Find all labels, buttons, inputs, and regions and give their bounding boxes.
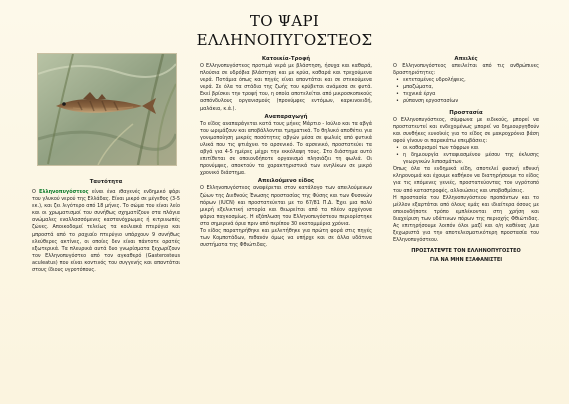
slogan-line-1: ΠΡΟΣΤΑΤΕΨΤΕ ΤΟΝ ΕΛΛΗΝΟΠΥΓΟΣΤΕΟ (411, 248, 521, 255)
protection-paragraph: Ο Ελληνοπυγόστεος, σύμφωνα με ειδικούς, μπορεί να προστατευτεί και ενδεχομένως μπορεί να δημιουργηθούν και συνθήκες ευνοϊκές για το είδος σε μακροχρόνια βάση αφού γίνουν οι παρακάτω επεμβάσεις: (393, 116, 539, 144)
slogan-line-2: ΓΙΑ ΝΑ ΜΗΝ ΕΞΑΦΑΝΙΣΤΕΙ (429, 257, 503, 264)
habitat-paragraph: Ο Ελληνοπυγόστεος προτιμά νερά με βλάστηση, ήσυχα και καθαρά, πλούσια σε υδρόβια βλάστηση και με κρύα, καθαρά και τρεχούμενα νερά. Ποτάμια όπως και πηγές είναι απαντάται και σε στεκούμενα νερά. Σε όλα τα στάδια της ζωής του κρύβεται ανάμεσα σε φυτά. Εκεί βρίσκει την τροφή του, η οποία αποτελείται από μικροσκοπικούς ασπόνδυλους οργανισμούς (προνύμφες εντόμων, καρκινοειδή, μαλάκια, κ.ά.). (200, 63, 372, 112)
fish-photo (37, 53, 177, 166)
species-highlight: Ελληνοπυγόστεος (39, 189, 89, 195)
heritage-paragraph: Όπως όλα τα ενδημικά είδη, αποτελεί φυσική εθνική κληρονομιά και έχουμε καθήκον να διατηρήσουμε το είδος για τις επόμενες γενιές, προστατεύοντας τον υγρότοπό του από καταστροφές, αλλοιώσεις και υποβαθμίσεις. (393, 166, 539, 194)
list-item: • οι καθαρισμοί των τάφρων και (403, 145, 539, 152)
list-item: • η δημιουργία ενταφιασμένου μέσου της έκλυσης γεωργικών λιπασμάτων. (403, 152, 539, 166)
heading-endangered: Απειλούμενο είδος (257, 178, 315, 185)
discovery-paragraph: Το είδος παρατηρήθηκε και μελετήθηκε για πρώτη φορά στις πηγές των Κομποτάδων, πιθανόν όμως να υπήρχε και σε άλλα υδάτινα συστήματα της Φθιώτιδας. (200, 227, 372, 249)
heading-threats: Απειλές (454, 56, 478, 62)
list-item: • εκτεταμένες υδρολήψεις, (403, 77, 539, 84)
reproduction-paragraph: Το είδος αναπαράγεται κατά τους μήνες Μάρτιο - Ιούλιο και τα αβγά του ωριμάζουν και αποβάλλονται τμηματικά. Το θηλυκό αποθέτει για γονιμοποίηση μικρές ποσότητες αβγών μέσα σε φωλιές από φυτικά υλικά που τις φτιάχνει το αρσενικό. Το αρσενικό, προστατεύει τα αβγά για 4-5 ημέρες μέχρι την εκκόλαψη τους. Στο διάστημα αυτό επιτίθεται σε οποιονδήποτε οργανισμό πλησιάζει τη φωλιά. Οι προνύμφες, αποκτούν τα χαρακτηριστικά των ενηλίκων σε μικρό χρονικό διάστημα. (200, 120, 372, 177)
identity-prefix: Ο (32, 189, 40, 195)
column-identity (32, 178, 180, 274)
heading-habitat-food: Κατοικία-Τροφή (261, 56, 311, 62)
fish-photo-illustration (38, 54, 176, 165)
identity-text: είναι ένα ιθαγενές ενδημικό ψάρι του γλυκού νερού της Ελλάδας. Είναι μικρό σε μέγεθος (3-5 εκ.), και ζει λιγότερο από 18 μήνες. Το σώμα του είναι λείο και οι χρωματισμοί του συνήθως σχηματίζουν στα πλάγια ανώμαλες εναλλασσόμενες καστανόχρωμες ή κιτρινωπές ζώνες. Αποικοδομεί τελείως τα κοιλιακά πτερύγια και μπροστά από το ραχιαίο πτερύγιο υπάρχουν 9 συνήθως ελεύθερες ακτίνες, οι οποίες δεν είναι πάντοτε ορατές εξωτερικά. Τα πλευρικά αυτά δυο γνωρίσματα ξεχωρίζουν τον Ελληνοπυγόστεο από τον αγκαθερό (Gasterosteus aculeatus) που είναι κοντινός του συγγενής και απαντάται στους ίδιους υγροτόπους. (32, 189, 180, 274)
list-item: • μπαζώματα, (403, 84, 539, 91)
title-line-1: ΤΟ ΨΑΡΙ (249, 12, 320, 30)
heading-reproduction: Αναπαραγωγή (264, 113, 308, 120)
heading-identity: Ταυτότητα (89, 179, 123, 185)
column-habitat (200, 55, 372, 249)
heading-protection: Προστασία (449, 109, 483, 116)
endangered-paragraph: Ο Ελληνοπυγόστεος αναφέρεται στον κατάλογο των απειλούμενων ζώων της Διεθνούς Ένωσης προστασίας της Φύσης και των Φυσικών πόρων (IUCN) και προστατεύεται με το 67/81 Π.Δ. Έχει μια πολύ μικρή εξελικτική ιστορία και θεωρείται από τα πλέον αρχέγονα ψάρια παγκοσμίως. Η εξάπλωση του Ελληνοπυγόστεου περιορίστηκε στα σημερινά όρια πριν από περίπου 30 εκατομμύρια χρόνια. (200, 185, 372, 227)
threats-list (393, 77, 539, 105)
identity-paragraph (32, 189, 180, 274)
list-item: • τεχνικά έργα (403, 91, 539, 98)
list-item: • ρύπανση εργοστασίων (403, 98, 539, 105)
measures-list (393, 145, 539, 166)
title-line-2: ΕΛΛΗΝΟΠΥΓΟΣΤΕΟΣ (196, 31, 373, 49)
responsibility-paragraph: Η προστασία του Ελληνοπυγόστεου προπάντων και το μέλλον εξαρτάται από όλους εμάς και ιδιαίτερα όσους με οποιονδήποτε τρόπο εμπλέκονται στη χρήση και διαχείριση των υδάτινων πόρων της περιοχής Φθιώτιδας. Ας επιτηρήσουμε λοιπόν όλοι μαζί και ο/η καθένας /μια ξεχωριστά για την αποτελεσματικότερη προστασία του Ελληνοπυγόστεου. (393, 194, 539, 244)
threats-intro: Ο Ελληνοπυγόστεος απειλείται από τις ανθρώπινες δραστηριότητες: (393, 63, 539, 77)
column-threats (393, 55, 539, 265)
